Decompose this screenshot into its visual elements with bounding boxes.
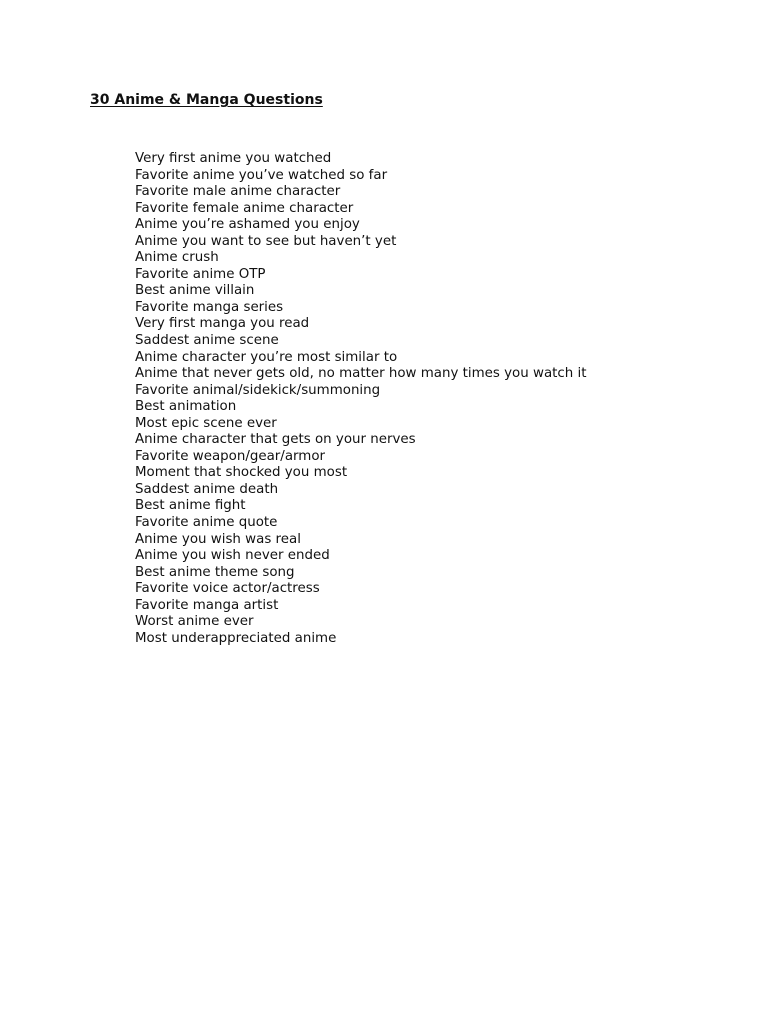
question-text: Anime that never gets old, no matter how many times you watch it — [135, 366, 587, 382]
question-text: Saddest anime scene — [135, 333, 279, 349]
question-text: Anime you wish never ended — [135, 548, 330, 564]
document-title: 30 Anime & Manga Questions — [90, 92, 323, 108]
question-text: Anime crush — [135, 250, 219, 266]
question-text: Moment that shocked you most — [135, 465, 348, 481]
question-text: Best animation — [135, 399, 237, 415]
question-text: Best anime theme song — [135, 564, 295, 580]
question-text: Favorite animal/sidekick/summoning — [135, 382, 381, 398]
question-text: Very first manga you read — [135, 316, 310, 332]
question-text: Favorite anime you’ve watched so far — [135, 167, 388, 183]
question-text: Favorite male anime character — [135, 184, 341, 200]
question-text: Most underappreciated anime — [135, 630, 337, 646]
question-text: Best anime fight — [135, 498, 246, 514]
question-text: Favorite anime quote — [135, 515, 278, 531]
question-text: Favorite female anime character — [135, 200, 354, 216]
question-text: Favorite manga series — [135, 299, 284, 315]
question-text: Most epic scene ever — [135, 415, 277, 431]
question-text: Anime character that gets on your nerves — [135, 432, 416, 448]
question-text: Anime you wish was real — [135, 531, 301, 547]
question-text: Best anime villain — [135, 283, 255, 299]
question-text: Worst anime ever — [135, 614, 254, 630]
question-text: Anime you’re ashamed you enjoy — [135, 217, 360, 233]
question-text: Favorite weapon/gear/armor — [135, 448, 326, 464]
question-text: Favorite anime OTP — [135, 266, 266, 282]
question-text: Favorite manga artist — [135, 597, 279, 613]
question-text: Very first anime you watched — [135, 151, 332, 166]
question-text: Anime character you’re most similar to — [135, 349, 398, 365]
question-text: Saddest anime death — [135, 481, 279, 497]
question-text: Favorite voice actor/actress — [135, 581, 320, 597]
question-text: Anime you want to see but haven’t yet — [135, 233, 397, 249]
